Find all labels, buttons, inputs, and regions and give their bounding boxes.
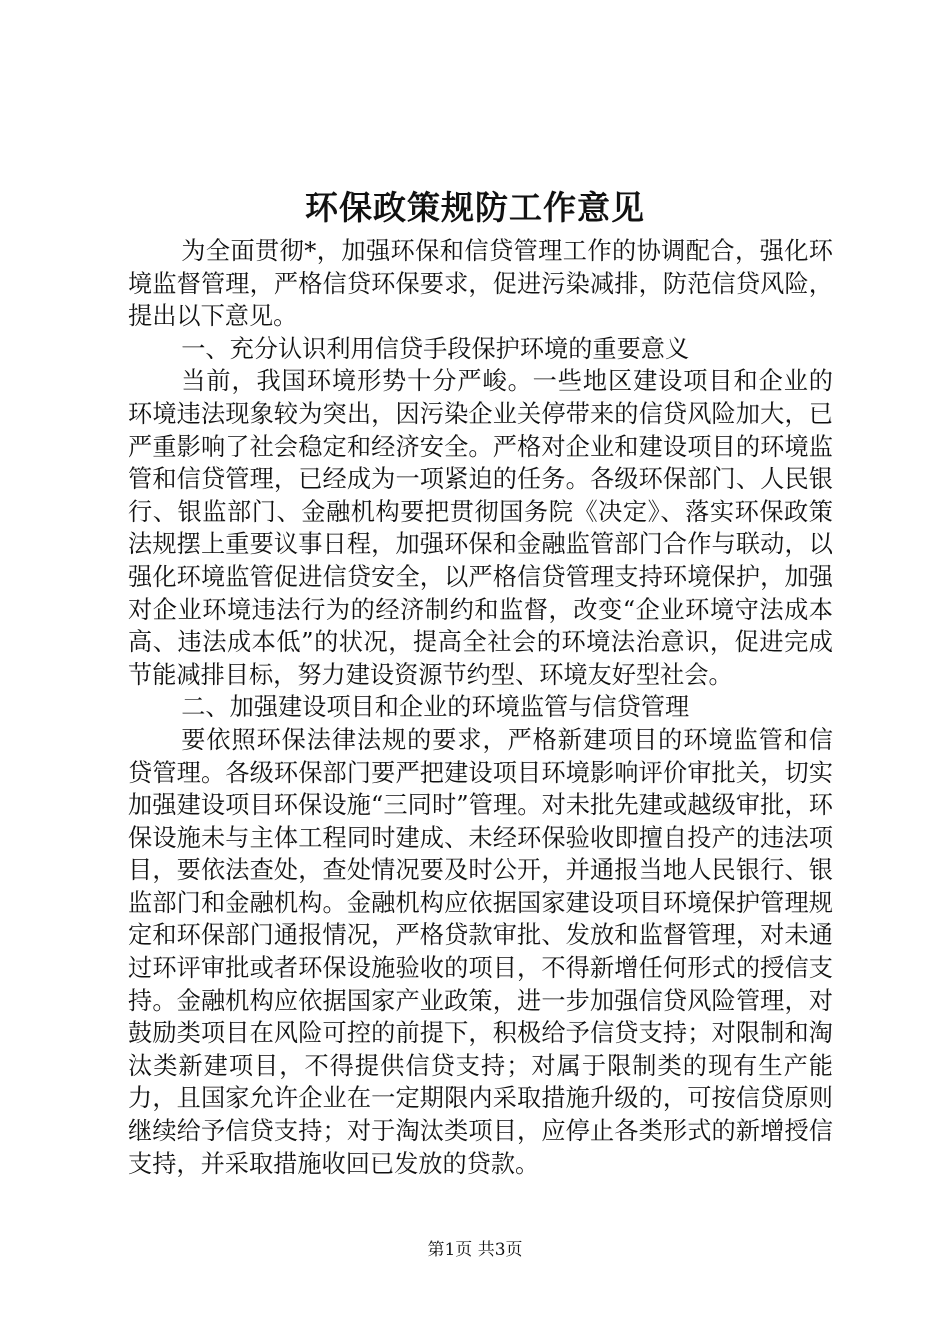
section-2-paragraph: 要依照环保法律法规的要求，严格新建项目的环境监管和信贷管理。各级环保部门要严把建设项目环境影响评价审批关，切实加强建设项目环保设施“三同时”管理。对未批先建或越级审批，环保设施未与主体工程同时建成、未经环保验收即擅自投产的违法项目，要依法查处，查处情况要及时公开，并通报当地人民银行、银监部门和金融机构。金融机构应依据国家建设项目环境保护管理规定和环保部门通报情况，严格贷款审批、发放和监督管理，对未通过环评审批或者环保设施验收的项目，不得新增任何形式的授信支持。金融机构应依据国家产业政策，进一步加强信贷风险管理，对鼓励类项目在风险可控的前提下，积极给予信贷支持；对限制和淘汰类新建项目，不得提供信贷支持；对属于限制类的现有生产能力，且国家允许企业在一定期限内采取措施升级的，可按信贷原则继续给予信贷支持；对于淘汰类项目，应停止各类形式的新增授信支持，并采取措施收回已发放的贷款。 — [128, 725, 833, 1178]
section-1-paragraph: 当前，我国环境形势十分严峻。一些地区建设项目和企业的环境违法现象较为突出，因污染企业关停带来的信贷风险加大，已严重影响了社会稳定和经济安全。严格对企业和建设项目的环境监管和信贷管理，已经成为一项紧迫的任务。各级环保部门、人民银行、银监部门、金融机构要把贯彻国务院《决定》、落实环保政策法规摆上重要议事日程，加强环保和金融监管部门合作与联动，以强化环境监管促进信贷安全，以严格信贷管理支持环境保护，加强对企业环境违法行为的经济制约和监督，改变“企业环境守法成本高、违法成本低”的状况，提高全社会的环境法治意识，促进完成节能减排目标，努力建设资源节约型、环境友好型社会。 — [128, 367, 833, 689]
page-footer: 第1页 共3页 — [427, 1240, 523, 1260]
section-heading-1: 一、充分认识利用信贷手段保护环境的重要意义 — [181, 334, 690, 363]
section-heading-2: 二、加强建设项目和企业的环境监管与信贷管理 — [181, 693, 690, 722]
document-body — [128, 235, 833, 1180]
intro-paragraph: 为全面贯彻*，加强环保和信贷管理工作的协调配合，强化环境监督管理，严格信贷环保要求，促进污染减排，防范信贷风险，提出以下意见。 — [128, 237, 833, 331]
document-title: 环保政策规防工作意见 — [305, 188, 645, 227]
